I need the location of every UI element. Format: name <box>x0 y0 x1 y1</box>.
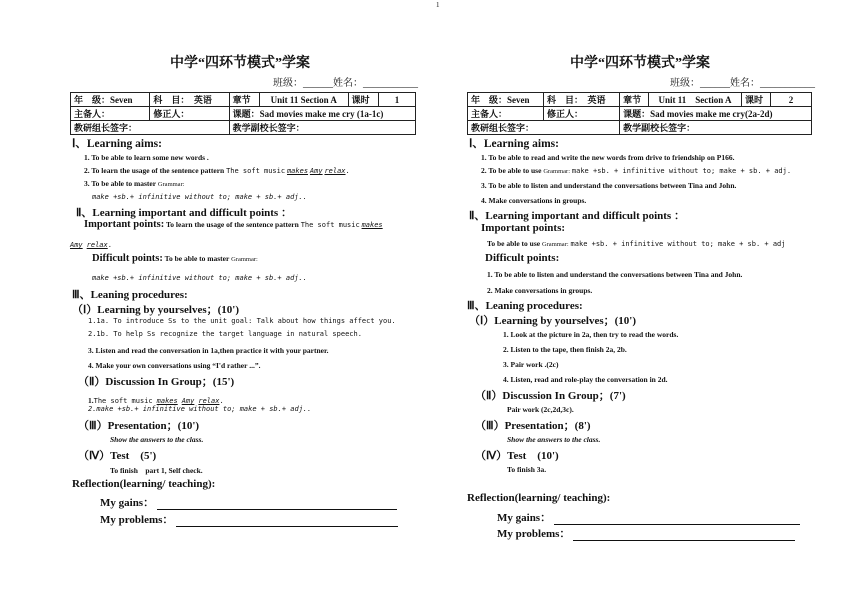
left-aim-3-text: 3. To be able to master <box>84 179 156 188</box>
left-self-item-4: 4. Make your own conversations using “I'd rather ...”. <box>88 361 261 370</box>
left-problems-label: My problems： <box>100 514 174 526</box>
right-group-text: Pair work (2c,2d,3c). <box>507 405 574 414</box>
left-aim-1: 1. To be able to learn some new words . <box>84 153 209 162</box>
left-aims-heading: Ⅰ、Learning aims: <box>72 138 162 150</box>
right-vice-sign: 教学副校长签字： <box>620 121 812 135</box>
left-aim-2-pattern: The soft music <box>226 167 286 175</box>
left-important-relax: relax <box>86 241 108 249</box>
left-group-item-1: 1.The soft music makes Amy relax. <box>88 396 224 405</box>
left-important-points <box>84 219 383 230</box>
left-difficult-grammar: Grammar: <box>231 256 258 263</box>
right-problems-line <box>573 540 795 541</box>
right-present-heading: （Ⅲ）Presentation；(8') <box>475 420 591 432</box>
left-reviser: 修正人： <box>150 107 229 121</box>
left-important-heading: Ⅱ、Learning important and difficult points ： <box>76 207 292 219</box>
right-important-prefix: To be able to use <box>487 239 541 248</box>
right-unit: Unit 11 Section A <box>649 93 742 107</box>
left-info-table <box>70 92 416 135</box>
right-problems <box>497 525 795 541</box>
left-title: 中学“四环节模式”学案 <box>170 56 310 71</box>
left-group-item-1-pattern: The soft music <box>93 397 153 405</box>
left-problems <box>100 511 398 527</box>
right-leader-sign: 教研组长签字： <box>468 121 620 135</box>
left-group-item-1-relax: relax <box>198 397 220 405</box>
right-aim-4: 4. Make conversations in groups. <box>481 196 587 205</box>
left-unit: Unit 11 Section A <box>259 93 348 107</box>
left-difficult-text: To be able to master <box>164 254 230 263</box>
left-important-text: To learn the usage of the sentence pattern <box>165 220 299 229</box>
right-group-heading: （Ⅱ）Discussion In Group；(7') <box>475 390 626 402</box>
left-period-label: 课时 <box>348 93 378 107</box>
left-aim-2-text: 2. To learn the usage of the sentence pattern <box>84 166 225 175</box>
left-aim-2-amy: Amy <box>309 167 323 175</box>
left-group-item-1-num: 1. <box>88 396 94 405</box>
left-preparer: 主备人： <box>71 107 150 121</box>
left-self-heading: （Ⅰ）Learning by yourselves；(10') <box>72 304 240 316</box>
left-topic: 课题：Sad movies make me cry (1a-1c) <box>229 107 415 121</box>
left-gains <box>100 494 397 510</box>
right-aim-2-text: 2. To be able to use <box>481 166 542 175</box>
right-gains <box>497 509 800 525</box>
left-leader-sign: 教研组长签字： <box>71 121 230 135</box>
left-aim-2: 2. To learn the usage of the sentence pattern The soft music makes Amy relax. <box>84 166 350 175</box>
right-important-label: Important points: <box>481 222 566 234</box>
left-test-text: To finish part 1, Self check. <box>110 466 203 475</box>
left-difficult-points <box>92 253 258 264</box>
right-aim-2 <box>481 166 791 175</box>
right-difficult-1: 1. To be able to listen and understand the conversations between Tina and John. <box>487 270 743 279</box>
left-difficult-formula: make +sb.+ infinitive without to; make + sb.+ adj.. <box>92 274 307 282</box>
right-problems-label: My problems： <box>497 528 571 540</box>
left-aim-2-relax: relax <box>324 167 346 175</box>
right-self-heading: （Ⅰ）Learning by yourselves；(10') <box>469 315 637 327</box>
left-gains-label: My gains： <box>100 497 155 509</box>
right-important-heading: Ⅱ、Learning important and difficult points ： <box>469 210 685 222</box>
right-gains-label: My gains： <box>497 512 552 524</box>
left-group-item-2: 2.make +sb.+ infinitive without to; make + sb.+ adj.. <box>88 405 312 413</box>
right-aim-3: 3. To be able to listen and understand the conversations between Tina and John. <box>481 181 737 190</box>
right-test-text: To finish 3a. <box>507 465 547 474</box>
left-important-pattern: The soft music <box>300 221 360 229</box>
right-topic: 课题：Sad movies make me cry(2a-2d) <box>620 107 812 121</box>
right-class-line: 班级：______姓名：___________ <box>670 78 815 89</box>
left-present-text: Show the answers to the class. <box>110 435 204 444</box>
right-chapter-label: 章节 <box>620 93 649 107</box>
page-number: 1 <box>436 1 440 9</box>
left-gains-line <box>157 509 397 510</box>
right-preparer: 主备人： <box>468 107 544 121</box>
right-reflection: Reflection(learning/ teaching): <box>467 492 611 504</box>
left-self-item-1: 1.1a. To introduce Ss to the unit goal: Talk about how things affect you. <box>88 317 396 325</box>
right-important-line <box>487 239 785 248</box>
right-aim-2-formula: make +sb. + infinitive without to; make + sb. + adj. <box>571 167 792 175</box>
left-group-item-1-amy: Amy <box>181 397 195 405</box>
right-self-item-4: 4. Listen, read and role-play the conversation in 2d. <box>503 375 668 384</box>
right-self-item-2: 2. Listen to the tape, then finish 2a, 2b. <box>503 345 627 354</box>
left-problems-line <box>176 526 398 527</box>
left-period: 1 <box>379 93 416 107</box>
right-procedures-heading: Ⅲ、Leaning procedures: <box>467 300 583 312</box>
right-self-item-1: 1. Look at the picture in 2a, then try to read the words. <box>503 330 679 339</box>
left-self-item-3: 3. Listen and read the conversation in 1a,then practice it with your partner. <box>88 346 329 355</box>
right-period-label: 课时 <box>741 93 770 107</box>
left-group-item-1-makes: makes <box>156 397 178 405</box>
left-aim-2-makes: makes <box>286 167 309 175</box>
left-test-heading: （Ⅳ）Test (5') <box>78 450 157 462</box>
right-reviser: 修正人： <box>544 107 620 121</box>
right-important-grammar: Grammar: <box>541 241 569 248</box>
right-info-table <box>467 92 812 135</box>
left-important-amy: Amy <box>70 241 83 249</box>
left-chapter-label: 章节 <box>229 93 259 107</box>
left-subject: 科 目： 英语 <box>150 93 229 107</box>
left-self-item-2: 2.1b. To help Ss recognize the target language in natural speech. <box>88 330 362 338</box>
left-important-cont: Amy relax. <box>70 241 112 249</box>
right-present-text: Show the answers to the class. <box>507 435 601 444</box>
right-grade: 年 级：Seven <box>468 93 544 107</box>
right-aims-heading: Ⅰ、Learning aims: <box>469 138 559 150</box>
right-subject: 科 目： 英语 <box>544 93 620 107</box>
left-aim-3 <box>84 179 185 188</box>
right-aim-1: 1. To be able to read and write the new words from drive to friendship on P166. <box>481 153 735 162</box>
left-group-heading: （Ⅱ）Discussion In Group；(15') <box>78 376 235 388</box>
left-important-label: Important points: <box>84 219 165 230</box>
left-vice-sign: 教学副校长签字： <box>229 121 415 135</box>
left-reflection: Reflection(learning/ teaching): <box>72 478 216 490</box>
right-aim-2-grammar: Grammar: <box>543 168 571 175</box>
left-difficult-label: Difficult points: <box>92 253 163 264</box>
right-difficult-label: Difficult points: <box>485 252 560 264</box>
right-title: 中学“四环节模式”学案 <box>570 56 710 71</box>
right-difficult-2: 2. Make conversations in groups. <box>487 286 593 295</box>
left-present-heading: （Ⅲ）Presentation；(10') <box>78 420 200 432</box>
right-self-item-3: 3. Pair work .(2c) <box>503 360 559 369</box>
right-period: 2 <box>771 93 812 107</box>
right-important-formula: make +sb. + infinitive without to; make + sb. + adj <box>570 240 786 248</box>
left-grade: 年 级：Seven <box>71 93 150 107</box>
left-aim-3-grammar: Grammar: <box>157 181 185 188</box>
left-class-line: 班级：______姓名：___________ <box>273 78 418 89</box>
right-test-heading: （Ⅳ）Test (10') <box>475 450 559 462</box>
left-important-makes: makes <box>361 221 383 229</box>
left-aim-formula: make +sb.+ infinitive without to; make + sb.+ adj.. <box>92 193 307 201</box>
left-procedures-heading: Ⅲ、Leaning procedures: <box>72 289 188 301</box>
